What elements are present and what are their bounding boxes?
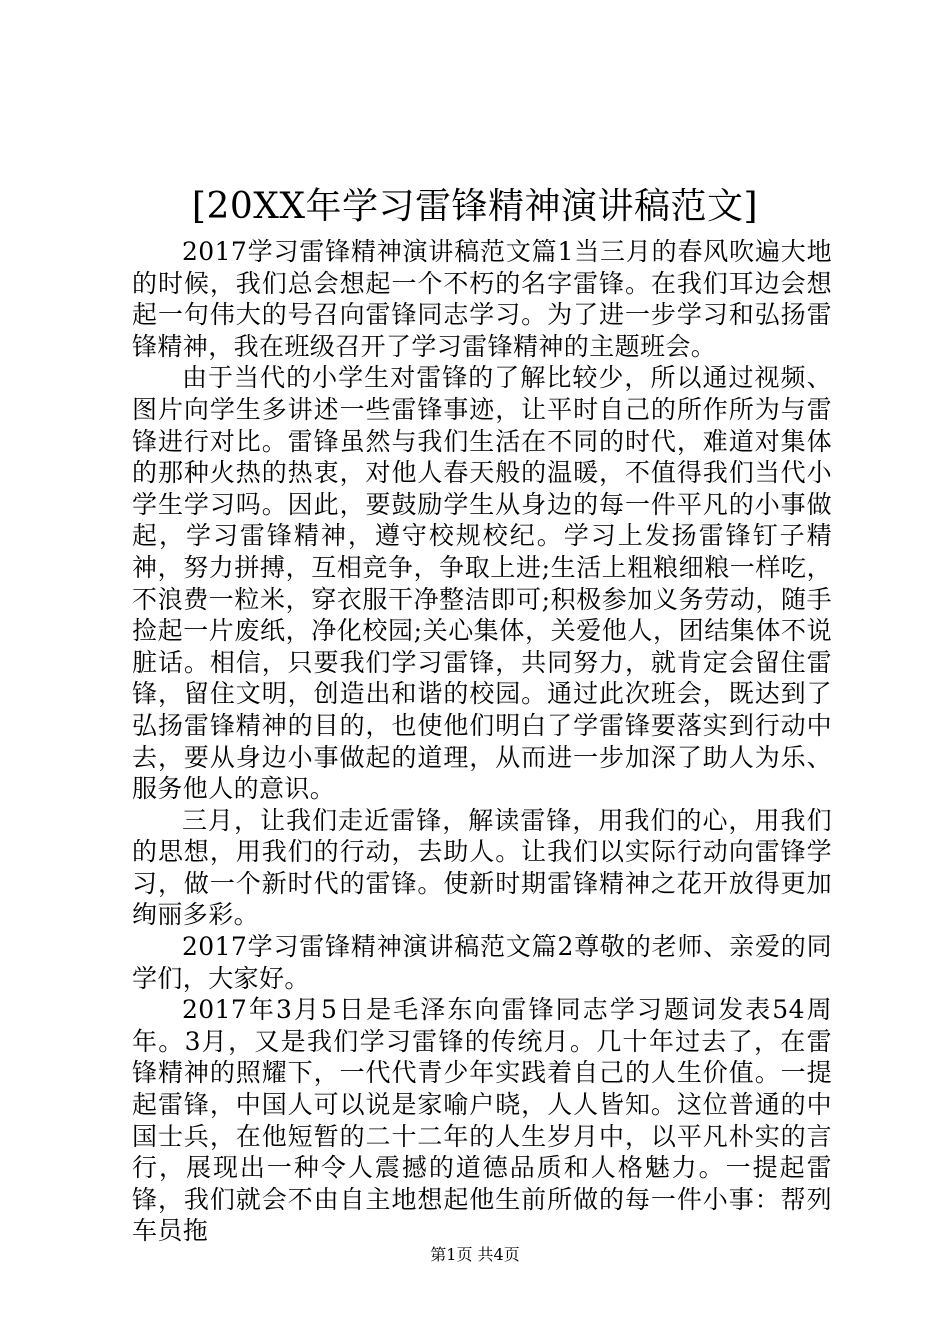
paragraph-5: 2017年3月5日是毛泽东向雷锋同志学习题词发表54周年。3月，又是我们学习雷锋的传统月。几十年过去了，在雷锋精神的照耀下，一代代青少年实践着自己的人生价值。一提起雷锋，中国人可以说是家喻户晓，人人皆知。这位普通的中国士兵，在他短暂的二十二年的人生岁月中，以平凡朴实的言行，展现出一种令人震撼的道德品质和人格魅力。一提起雷锋，我们就会不由自主地想起他生前所做的每一件小事：帮列车员拖 (132, 995, 832, 1246)
document-title: [20XX年学习雷锋精神演讲稿范文] (191, 186, 759, 227)
page-number-footer: 第1页 共4页 (430, 1245, 520, 1264)
paragraph-3: 三月，让我们走近雷锋，解读雷锋，用我们的心，用我们的思想，用我们的行动，去助人。让我们以实际行动向雷锋学习，做一个新时代的雷锋。使新时期雷锋精神之花开放得更加绚丽多彩。 (132, 805, 832, 930)
paragraph-1: 2017学习雷锋精神演讲稿范文篇1当三月的春风吹遍大地的时候，我们总会想起一个不朽的名字雷锋。在我们耳边会想起一句伟大的号召向雷锋同志学习。为了进一步学习和弘扬雷锋精神，我在班级召开了学习雷锋精神的主题班会。 (132, 237, 832, 361)
paragraph-2: 由于当代的小学生对雷锋的了解比较少，所以通过视频、图片向学生多讲述一些雷锋事迹，让平时自己的所作所为与雷锋进行对比。雷锋虽然与我们生活在不同的时代，难道对集体的那种火热的热衷，对他人春天般的温暖，不值得我们当代小学生学习吗。因此，要鼓励学生从身边的每一件平凡的小事做起，学习雷锋精神，遵守校规校纪。学习上发扬雷锋钉子精神，努力拼搏，互相竞争，争取上进;生活上粗粮细粮一样吃，不浪费一粒米，穿衣服干净整洁即可;积极参加义务劳动，随手捡起一片废纸，净化校园;关心集体，关爱他人，团结集体不说脏话。相信，只要我们学习雷锋，共同努力，就肯定会留住雷锋，留住文明，创造出和谐的校园。通过此次班会，既达到了弘扬雷锋精神的目的，也使他们明白了学雷锋要落实到行动中去，要从身边小事做起的道理，从而进一步加深了助人为乐、服务他人的意识。 (132, 363, 832, 804)
paragraph-4: 2017学习雷锋精神演讲稿范文篇2尊敬的老师、亲爱的同学们，大家好。 (132, 932, 832, 993)
document-body (132, 236, 832, 1247)
